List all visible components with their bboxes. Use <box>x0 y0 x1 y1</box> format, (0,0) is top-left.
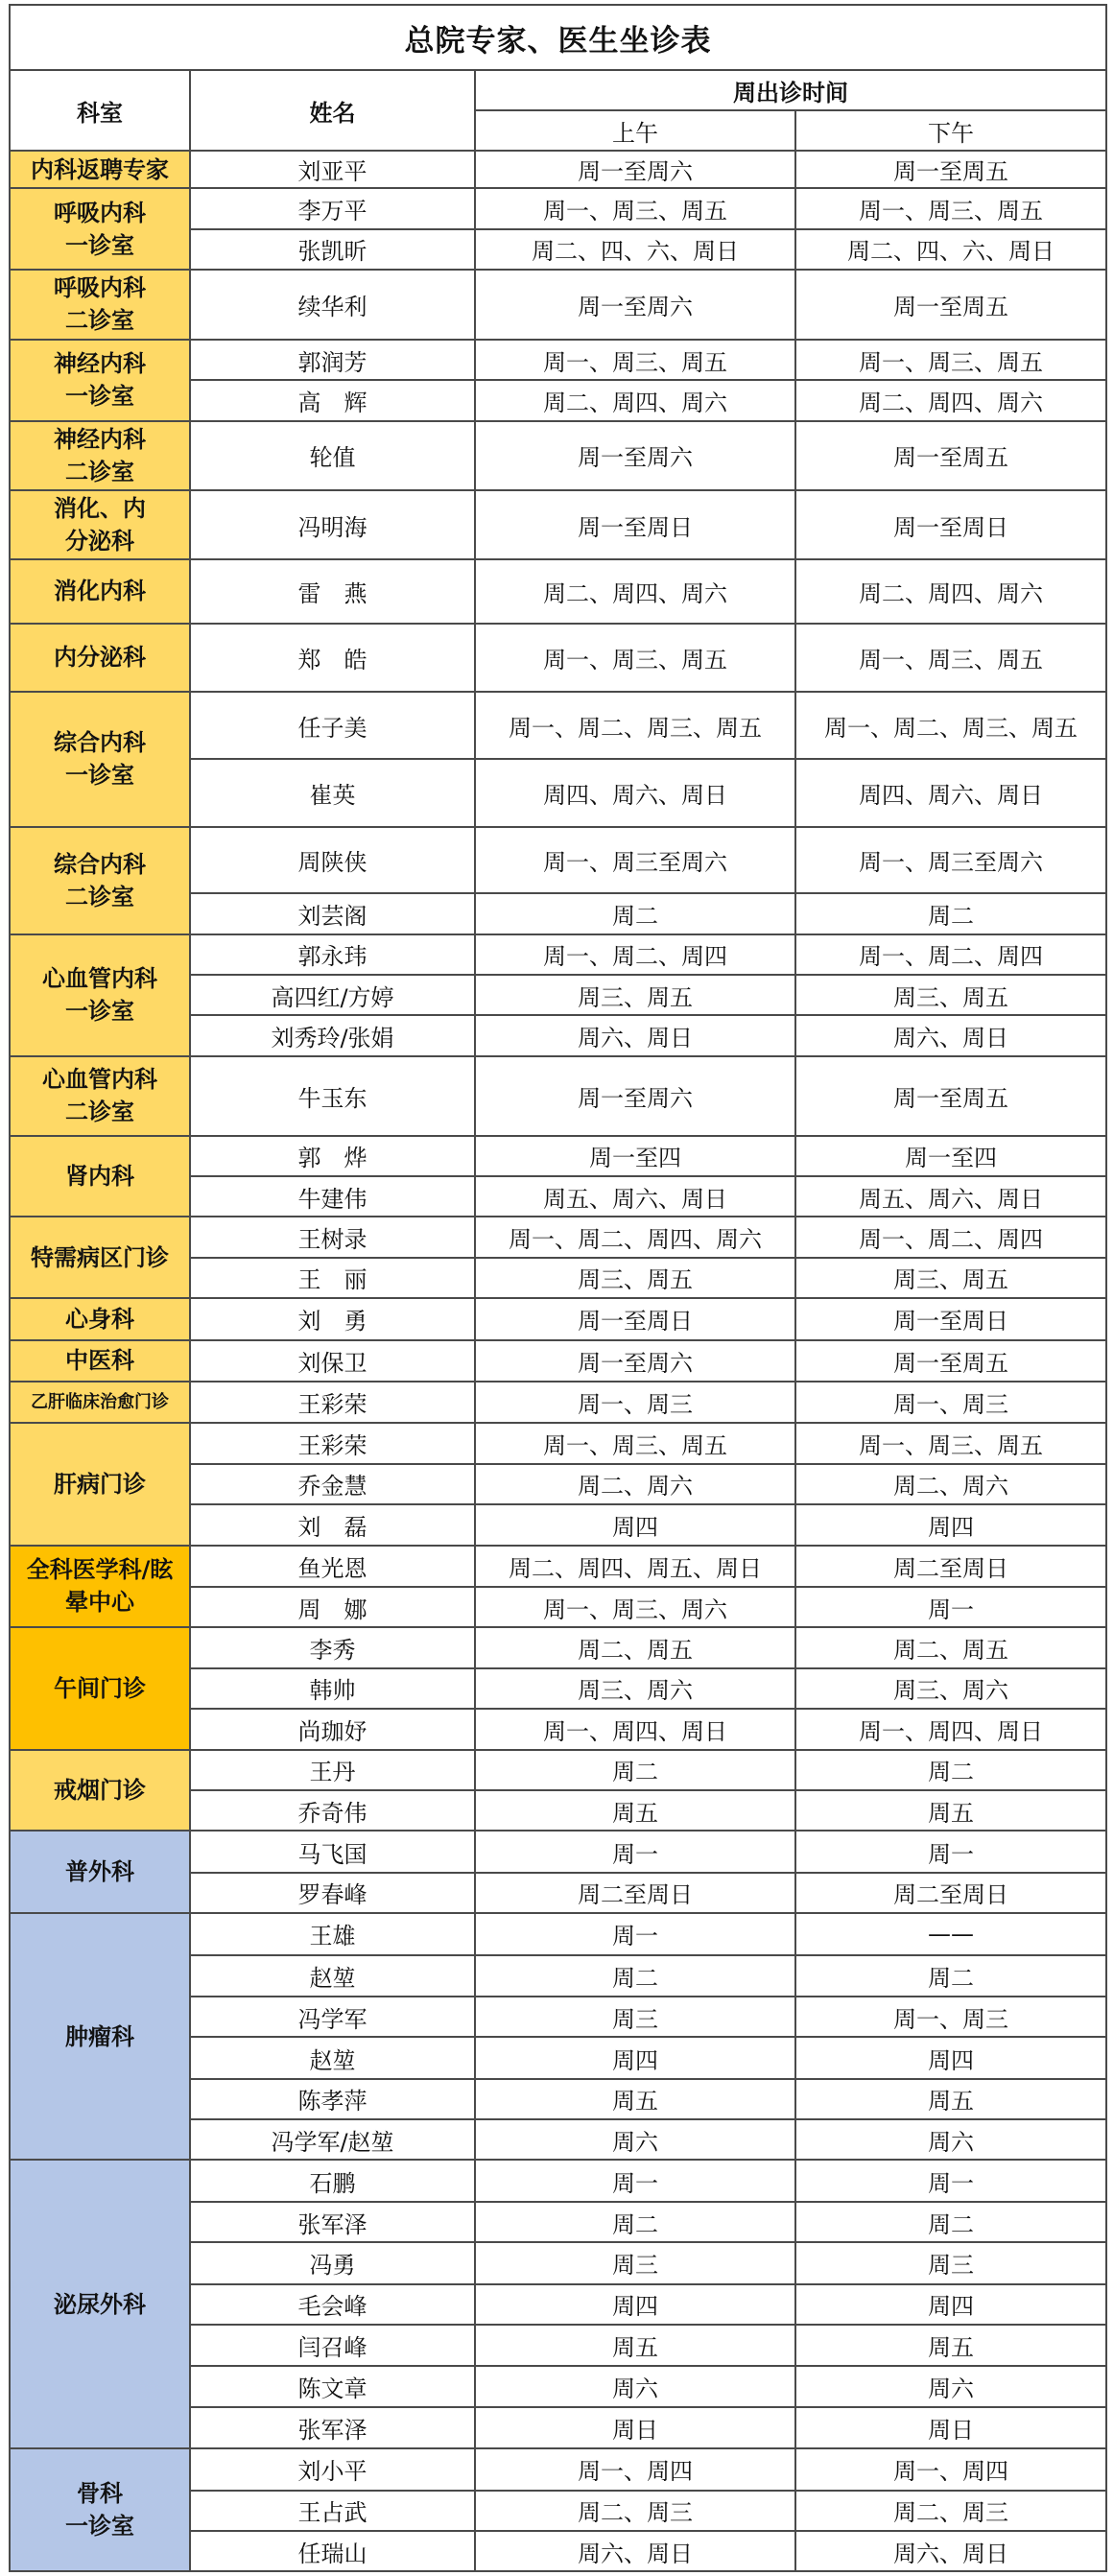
afternoon-cell: 周一至周五 <box>795 1340 1106 1382</box>
afternoon-cell: 周一、周三、周五 <box>795 188 1106 228</box>
afternoon-cell: 周日 <box>795 2407 1106 2448</box>
dept-cell: 综合内科 二诊室 <box>10 827 190 934</box>
doctor-name-cell: 周陕侠 <box>190 827 475 894</box>
morning-cell: 周四 <box>475 1504 795 1545</box>
morning-cell: 周一、周四 <box>475 2448 795 2490</box>
morning-cell: 周二、周四、周六 <box>475 380 795 420</box>
table-row <box>10 559 1106 624</box>
afternoon-cell: 周一、周三 <box>795 1382 1106 1423</box>
afternoon-cell: 周一、周二、周四 <box>795 934 1106 975</box>
afternoon-cell: 周一至周日 <box>795 490 1106 559</box>
afternoon-cell: 周六 <box>795 2366 1106 2406</box>
table-row <box>10 1382 1106 1423</box>
afternoon-cell: 周二至周日 <box>795 1546 1106 1587</box>
morning-cell: 周二 <box>475 893 795 934</box>
afternoon-cell: 周一至四 <box>795 1136 1106 1176</box>
doctor-name-cell: 王彩荣 <box>190 1382 475 1423</box>
doctor-name-cell: 冯勇 <box>190 2242 475 2283</box>
dept-cell: 泌尿外科 <box>10 2160 190 2448</box>
afternoon-cell: 周一、周四、周日 <box>795 1709 1106 1749</box>
doctor-name-cell: 赵堃 <box>190 2037 475 2078</box>
schedule-sheet <box>9 4 1105 2572</box>
afternoon-cell: 周二、周四、周六 <box>795 380 1106 420</box>
afternoon-cell: 周一、周三、周五 <box>795 1423 1106 1463</box>
doctor-name-cell: 轮值 <box>190 421 475 491</box>
doctor-name-cell: 郭 烨 <box>190 1136 475 1176</box>
doctor-name-cell: 郭润芳 <box>190 340 475 380</box>
table-row <box>10 1627 1106 1667</box>
afternoon-cell: 周二 <box>795 1750 1106 1790</box>
morning-cell: 周一至周日 <box>475 490 795 559</box>
table-row <box>10 340 1106 380</box>
doctor-name-cell: 周 娜 <box>190 1587 475 1627</box>
table-row <box>10 151 1106 188</box>
doctor-name-cell: 王树录 <box>190 1217 475 1257</box>
doctor-name-cell: 鱼光恩 <box>190 1546 475 1587</box>
doctor-name-cell: 郭永玮 <box>190 934 475 975</box>
morning-cell: 周二 <box>475 2202 795 2242</box>
table-row <box>10 1340 1106 1382</box>
table-row <box>10 1298 1106 1339</box>
morning-cell: 周四、周六、周日 <box>475 759 795 827</box>
schedule-body <box>10 151 1106 2571</box>
afternoon-cell: 周一、周二、周四 <box>795 1217 1106 1257</box>
table-row <box>10 490 1106 559</box>
doctor-name-cell: 王占武 <box>190 2491 475 2531</box>
morning-cell: 周三 <box>475 1997 795 2037</box>
dept-cell: 肝病门诊 <box>10 1423 190 1545</box>
doctor-name-cell: 王彩荣 <box>190 1423 475 1463</box>
doctor-name-cell: 韩帅 <box>190 1668 475 1709</box>
morning-cell: 周一 <box>475 2160 795 2201</box>
doctor-name-cell: 马飞国 <box>190 1831 475 1872</box>
afternoon-cell: 周四 <box>795 1504 1106 1545</box>
morning-cell: 周一、周三、周六 <box>475 1587 795 1627</box>
doctor-name-cell: 刘芸阁 <box>190 893 475 934</box>
afternoon-cell: 周五 <box>795 1790 1106 1831</box>
table-row <box>10 1423 1106 1463</box>
afternoon-cell: 周三、周五 <box>795 975 1106 1015</box>
afternoon-cell: 周一至周五 <box>795 421 1106 491</box>
morning-cell: 周一、周四、周日 <box>475 1709 795 1749</box>
table-row <box>10 1217 1106 1257</box>
doctor-name-cell: 高 辉 <box>190 380 475 420</box>
morning-cell: 周一、周三 <box>475 1382 795 1423</box>
dept-cell: 神经内科 二诊室 <box>10 421 190 491</box>
morning-cell: 周一至周六 <box>475 1340 795 1382</box>
morning-cell: 周二、周五 <box>475 1627 795 1667</box>
table-row <box>10 188 1106 228</box>
afternoon-cell: 周四 <box>795 2037 1106 2078</box>
dept-cell: 骨科 一诊室 <box>10 2448 190 2571</box>
doctor-name-cell: 王 丽 <box>190 1258 475 1298</box>
dept-cell: 内科返聘专家 <box>10 151 190 188</box>
dept-cell: 综合内科 一诊室 <box>10 692 190 826</box>
afternoon-cell: 周一 <box>795 2160 1106 2201</box>
table-row <box>10 1831 1106 1872</box>
morning-cell: 周二、周六 <box>475 1464 795 1504</box>
table-row <box>10 1546 1106 1587</box>
schedule-table <box>9 4 1107 2572</box>
morning-cell: 周一、周二、周四 <box>475 934 795 975</box>
dept-cell: 呼吸内科 二诊室 <box>10 270 190 340</box>
doctor-name-cell: 冯明海 <box>190 490 475 559</box>
afternoon-cell: 周三、周六 <box>795 1668 1106 1709</box>
afternoon-cell: 周二、周四、周六 <box>795 559 1106 624</box>
afternoon-cell: 周一至周五 <box>795 1056 1106 1136</box>
doctor-name-cell: 刘 勇 <box>190 1298 475 1339</box>
afternoon-cell: 周二 <box>795 893 1106 934</box>
afternoon-cell: 周一、周四 <box>795 2448 1106 2490</box>
afternoon-cell: 周二、周六 <box>795 1464 1106 1504</box>
table-row <box>10 270 1106 340</box>
doctor-name-cell: 张军泽 <box>190 2407 475 2448</box>
doctor-name-cell: 王丹 <box>190 1750 475 1790</box>
morning-cell: 周四 <box>475 2037 795 2078</box>
afternoon-cell: 周六、周日 <box>795 1015 1106 1055</box>
doctor-name-cell: 闫召峰 <box>190 2325 475 2366</box>
doctor-name-cell: 任瑞山 <box>190 2531 475 2571</box>
morning-cell: 周六、周日 <box>475 2531 795 2571</box>
dept-cell: 呼吸内科 一诊室 <box>10 188 190 270</box>
morning-cell: 周三、周五 <box>475 1258 795 1298</box>
doctor-name-cell: 刘 磊 <box>190 1504 475 1545</box>
morning-cell: 周一、周二、周三、周五 <box>475 692 795 759</box>
morning-cell: 周一至周六 <box>475 1056 795 1136</box>
afternoon-cell: 周五 <box>795 2325 1106 2366</box>
morning-cell: 周三 <box>475 2242 795 2283</box>
morning-cell: 周二、周四、周五、周日 <box>475 1546 795 1587</box>
morning-cell: 周一、周三、周五 <box>475 624 795 693</box>
table-row <box>10 2160 1106 2201</box>
dept-header: 科室 <box>10 70 190 151</box>
morning-cell: 周五 <box>475 2079 795 2119</box>
doctor-name-cell: 陈孝萍 <box>190 2079 475 2119</box>
doctor-name-cell: 刘秀玲/张娟 <box>190 1015 475 1055</box>
morning-cell: 周五 <box>475 1790 795 1831</box>
doctor-name-cell: 郑 皓 <box>190 624 475 693</box>
doctor-name-cell: 崔英 <box>190 759 475 827</box>
table-row <box>10 1750 1106 1790</box>
afternoon-cell: 周六 <box>795 2119 1106 2160</box>
doctor-name-cell: 刘亚平 <box>190 151 475 188</box>
morning-cell: 周日 <box>475 2407 795 2448</box>
table-row <box>10 624 1106 693</box>
time-header: 周出诊时间 <box>475 70 1106 110</box>
morning-cell: 周一、周三、周五 <box>475 188 795 228</box>
dept-cell: 全科医学科/眩 晕中心 <box>10 1546 190 1628</box>
am-header: 上午 <box>475 110 795 151</box>
morning-cell: 周六 <box>475 2366 795 2406</box>
doctor-name-cell: 罗春峰 <box>190 1873 475 1913</box>
afternoon-cell: 周一 <box>795 1831 1106 1872</box>
doctor-name-cell: 刘小平 <box>190 2448 475 2490</box>
doctor-name-cell: 高四红/方婷 <box>190 975 475 1015</box>
dept-cell: 乙肝临床治愈门诊 <box>10 1382 190 1423</box>
morning-cell: 周二、周四、周六 <box>475 559 795 624</box>
dept-cell: 特需病区门诊 <box>10 1217 190 1298</box>
morning-cell: 周二 <box>475 1955 795 1997</box>
doctor-name-cell: 陈文章 <box>190 2366 475 2406</box>
doctor-name-cell: 任子美 <box>190 692 475 759</box>
dept-cell: 肿瘤科 <box>10 1913 190 2160</box>
morning-cell: 周一、周三、周五 <box>475 1423 795 1463</box>
morning-cell: 周二、周三 <box>475 2491 795 2531</box>
dept-cell: 心血管内科 一诊室 <box>10 934 190 1056</box>
dept-cell: 神经内科 一诊室 <box>10 340 190 421</box>
doctor-name-cell: 冯学军/赵堃 <box>190 2119 475 2160</box>
dept-cell: 心身科 <box>10 1298 190 1339</box>
doctor-name-cell: 王雄 <box>190 1913 475 1954</box>
morning-cell: 周一至周六 <box>475 151 795 188</box>
doctor-name-cell: 牛玉东 <box>190 1056 475 1136</box>
afternoon-cell: 周一至周五 <box>795 151 1106 188</box>
table-row <box>10 1056 1106 1136</box>
pm-header: 下午 <box>795 110 1106 151</box>
afternoon-cell: 周五 <box>795 2079 1106 2119</box>
doctor-name-cell: 李秀 <box>190 1627 475 1667</box>
dept-cell: 戒烟门诊 <box>10 1750 190 1832</box>
dept-cell: 消化内科 <box>10 559 190 624</box>
table-row <box>10 1913 1106 1954</box>
doctor-name-cell: 赵堃 <box>190 1955 475 1997</box>
morning-cell: 周二 <box>475 1750 795 1790</box>
afternoon-cell: 周一、周二、周三、周五 <box>795 692 1106 759</box>
afternoon-cell: 周四 <box>795 2284 1106 2325</box>
doctor-name-cell: 雷 燕 <box>190 559 475 624</box>
afternoon-cell: 周一、周三、周五 <box>795 624 1106 693</box>
table-row <box>10 934 1106 975</box>
table-title: 总院专家、医生坐诊表 <box>10 5 1106 70</box>
doctor-name-cell: 尚珈妤 <box>190 1709 475 1749</box>
dept-cell: 普外科 <box>10 1831 190 1913</box>
doctor-name-cell: 牛建伟 <box>190 1176 475 1217</box>
afternoon-cell: 周二、四、六、周日 <box>795 229 1106 270</box>
morning-cell: 周六 <box>475 2119 795 2160</box>
table-row <box>10 692 1106 759</box>
doctor-name-cell: 乔奇伟 <box>190 1790 475 1831</box>
dept-cell: 中医科 <box>10 1340 190 1382</box>
afternoon-cell: 周二至周日 <box>795 1873 1106 1913</box>
afternoon-cell: 周四、周六、周日 <box>795 759 1106 827</box>
title-row <box>10 5 1106 70</box>
morning-cell: 周三、周六 <box>475 1668 795 1709</box>
doctor-name-cell: 毛会峰 <box>190 2284 475 2325</box>
afternoon-cell: 周二、周五 <box>795 1627 1106 1667</box>
afternoon-cell: 周六、周日 <box>795 2531 1106 2571</box>
afternoon-cell: 周一 <box>795 1587 1106 1627</box>
afternoon-cell: 周一、周三 <box>795 1997 1106 2037</box>
afternoon-cell: 周三、周五 <box>795 1258 1106 1298</box>
afternoon-cell: 周五、周六、周日 <box>795 1176 1106 1217</box>
dept-cell: 心血管内科 二诊室 <box>10 1056 190 1136</box>
morning-cell: 周一 <box>475 1913 795 1954</box>
morning-cell: 周二至周日 <box>475 1873 795 1913</box>
doctor-name-cell: 石鹏 <box>190 2160 475 2201</box>
morning-cell: 周一、周三至周六 <box>475 827 795 894</box>
doctor-name-cell: 刘保卫 <box>190 1340 475 1382</box>
morning-cell: 周六、周日 <box>475 1015 795 1055</box>
afternoon-cell: 周一至周五 <box>795 270 1106 340</box>
morning-cell: 周一至周六 <box>475 421 795 491</box>
doctor-name-cell: 李万平 <box>190 188 475 228</box>
name-header: 姓名 <box>190 70 475 151</box>
header-row <box>10 70 1106 110</box>
afternoon-cell: 周一至周日 <box>795 1298 1106 1339</box>
morning-cell: 周二、四、六、周日 <box>475 229 795 270</box>
morning-cell: 周五 <box>475 2325 795 2366</box>
doctor-name-cell: 续华利 <box>190 270 475 340</box>
dept-cell: 午间门诊 <box>10 1627 190 1749</box>
doctor-name-cell: 乔金慧 <box>190 1464 475 1504</box>
dept-cell: 消化、内 分泌科 <box>10 490 190 559</box>
morning-cell: 周一、周二、周四、周六 <box>475 1217 795 1257</box>
morning-cell: 周一、周三、周五 <box>475 340 795 380</box>
afternoon-cell: 周一、周三、周五 <box>795 340 1106 380</box>
table-row <box>10 2448 1106 2490</box>
table-row <box>10 421 1106 491</box>
table-row <box>10 1136 1106 1176</box>
morning-cell: 周四 <box>475 2284 795 2325</box>
afternoon-cell: —— <box>795 1913 1106 1954</box>
table-row <box>10 827 1106 894</box>
morning-cell: 周一至周日 <box>475 1298 795 1339</box>
morning-cell: 周一至周六 <box>475 270 795 340</box>
morning-cell: 周五、周六、周日 <box>475 1176 795 1217</box>
doctor-name-cell: 冯学军 <box>190 1997 475 2037</box>
afternoon-cell: 周一、周三至周六 <box>795 827 1106 894</box>
morning-cell: 周三、周五 <box>475 975 795 1015</box>
morning-cell: 周一至四 <box>475 1136 795 1176</box>
afternoon-cell: 周二 <box>795 2202 1106 2242</box>
dept-cell: 内分泌科 <box>10 624 190 693</box>
doctor-name-cell: 张凯昕 <box>190 229 475 270</box>
afternoon-cell: 周二 <box>795 1955 1106 1997</box>
dept-cell: 肾内科 <box>10 1136 190 1217</box>
afternoon-cell: 周三 <box>795 2242 1106 2283</box>
doctor-name-cell: 张军泽 <box>190 2202 475 2242</box>
afternoon-cell: 周二、周三 <box>795 2491 1106 2531</box>
morning-cell: 周一 <box>475 1831 795 1872</box>
